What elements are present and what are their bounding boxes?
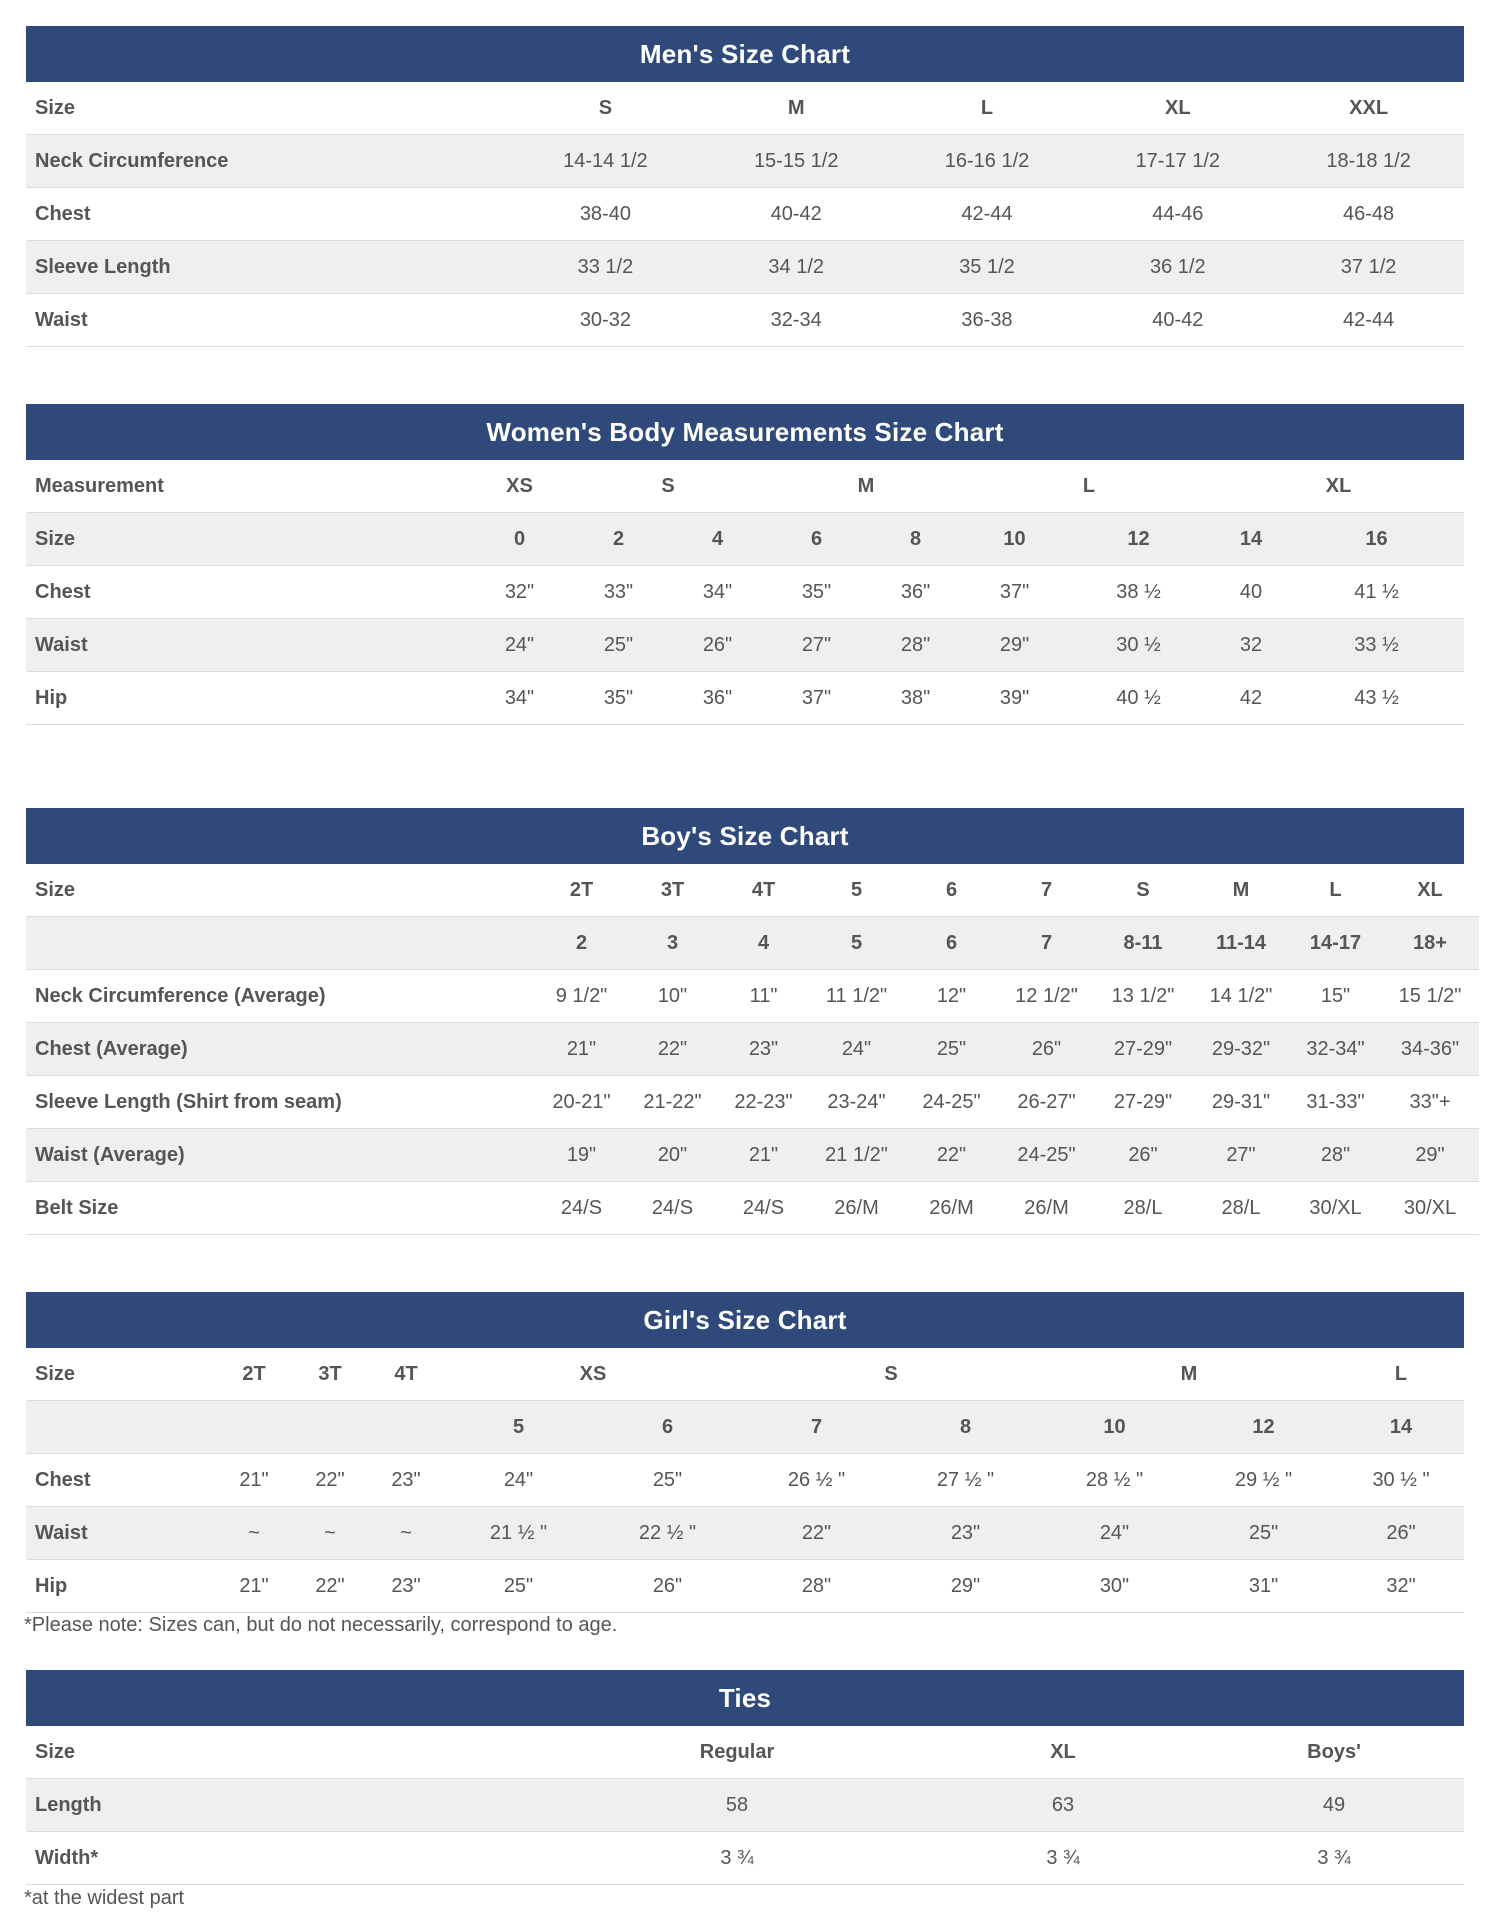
table-cell: 23" (368, 1454, 444, 1507)
column-header: XL (1082, 82, 1273, 135)
table-cell: 26" (999, 1023, 1094, 1076)
row-label: Chest (26, 188, 510, 241)
row-label: Width* (26, 1832, 552, 1885)
column-header: 8 (891, 1401, 1040, 1454)
girls-chart-title: Girl's Size Chart (26, 1292, 1464, 1348)
table-cell: 30/XL (1381, 1182, 1479, 1235)
row-label (26, 1401, 444, 1454)
table-cell: 23" (368, 1560, 444, 1613)
table-cell: 36-38 (892, 294, 1083, 347)
table-cell: 29" (1381, 1129, 1479, 1182)
table-row (26, 1023, 1479, 1076)
table-cell: 33" (569, 566, 668, 619)
row-label: Size (26, 513, 470, 566)
table-cell: 0 (470, 513, 569, 566)
table-cell: 12" (904, 970, 999, 1023)
table-cell: 35 1/2 (892, 241, 1083, 294)
ties-chart-title: Ties (26, 1670, 1464, 1726)
table-cell: 40-42 (1082, 294, 1273, 347)
column-header: 7 (742, 1401, 891, 1454)
table-cell: 30-32 (510, 294, 701, 347)
table-cell: 29-31" (1192, 1076, 1290, 1129)
table-cell: 20-21" (536, 1076, 627, 1129)
table-cell: 24" (470, 619, 569, 672)
row-label: Waist (Average) (26, 1129, 536, 1182)
column-header: S (510, 82, 701, 135)
table-cell: 33 ½ (1289, 619, 1464, 672)
row-label: Chest (26, 1454, 216, 1507)
table-row (26, 241, 1464, 294)
table-cell: 26" (1338, 1507, 1464, 1560)
table-cell: 21" (216, 1560, 292, 1613)
table-cell: 28 ½ " (1040, 1454, 1189, 1507)
column-header: 6 (593, 1401, 742, 1454)
header-row (26, 864, 1479, 917)
table-cell: 29" (965, 619, 1064, 672)
row-label: Hip (26, 1560, 216, 1613)
table-row (26, 970, 1479, 1023)
table-cell: 35" (767, 566, 866, 619)
header-row (26, 82, 1464, 135)
table-cell: 2 (536, 917, 627, 970)
table-cell: 13 1/2" (1094, 970, 1192, 1023)
girls-size-chart (26, 1292, 1464, 1613)
womens-size-chart (26, 404, 1464, 725)
size-group-header: XL (1213, 460, 1464, 513)
table-cell: 14-14 1/2 (510, 135, 701, 188)
size-group-header: S (569, 460, 767, 513)
table-cell: 14 1/2" (1192, 970, 1290, 1023)
table-cell: 18-18 1/2 (1273, 135, 1464, 188)
size-group-header: L (965, 460, 1213, 513)
table-cell: 11" (718, 970, 809, 1023)
table-cell: 23-24" (809, 1076, 904, 1129)
table-cell: 34" (668, 566, 767, 619)
table-cell: 32" (1338, 1560, 1464, 1613)
column-header: 5 (809, 864, 904, 917)
ties-width-note: *at the widest part (24, 1887, 185, 1909)
table-cell: 30 ½ (1064, 619, 1213, 672)
table-row (26, 1779, 1464, 1832)
table-cell: 24" (1040, 1507, 1189, 1560)
row-label: Neck Circumference (Average) (26, 970, 536, 1023)
table-cell: 7 (999, 917, 1094, 970)
group-header-row (26, 1348, 1464, 1401)
table-cell: 27" (1192, 1129, 1290, 1182)
table-cell: 44-46 (1082, 188, 1273, 241)
table-cell: 49 (1204, 1779, 1464, 1832)
table-cell: 27" (767, 619, 866, 672)
table-cell: 22" (292, 1454, 368, 1507)
size-group-header: XS (444, 1348, 742, 1401)
column-header: 3T (627, 864, 718, 917)
row-label: Measurement (26, 460, 470, 513)
table-cell: 26/M (904, 1182, 999, 1235)
column-header: 12 (1189, 1401, 1338, 1454)
table-cell: 24" (444, 1454, 593, 1507)
table-cell: 22" (904, 1129, 999, 1182)
table-cell: 42 (1213, 672, 1289, 725)
table-cell: 27-29" (1094, 1076, 1192, 1129)
table-cell: 14 (1213, 513, 1289, 566)
table-cell: 4 (718, 917, 809, 970)
row-label: Waist (26, 619, 470, 672)
table-row (26, 1454, 1464, 1507)
table-row (26, 188, 1464, 241)
table-cell: 15" (1290, 970, 1381, 1023)
table-cell: 26-27" (999, 1076, 1094, 1129)
table-cell: 22 ½ " (593, 1507, 742, 1560)
column-header: L (1290, 864, 1381, 917)
table-cell: 3 (627, 917, 718, 970)
table-cell: 3 ¾ (552, 1832, 922, 1885)
row-label: Belt Size (26, 1182, 536, 1235)
table-cell: 21" (536, 1023, 627, 1076)
group-header-row (26, 460, 1464, 513)
table-cell: 25" (569, 619, 668, 672)
row-label: Size (26, 1348, 216, 1401)
table-cell: 34 1/2 (701, 241, 892, 294)
table-cell: 21 1/2" (809, 1129, 904, 1182)
table-row (26, 1129, 1479, 1182)
table-cell: 20" (627, 1129, 718, 1182)
mens-table (26, 82, 1464, 347)
table-row (26, 1560, 1464, 1613)
table-cell: 33 1/2 (510, 241, 701, 294)
row-label: Size (26, 82, 510, 135)
table-cell: 22" (292, 1560, 368, 1613)
table-cell: 3 ¾ (922, 1832, 1204, 1885)
table-cell: 28/L (1192, 1182, 1290, 1235)
table-cell: 40 ½ (1064, 672, 1213, 725)
column-header: 10 (1040, 1401, 1189, 1454)
table-cell: 3 ¾ (1204, 1832, 1464, 1885)
table-cell: 36" (866, 566, 965, 619)
table-cell: 24/S (718, 1182, 809, 1235)
row-label: Size (26, 1726, 552, 1779)
column-header: XL (1381, 864, 1479, 917)
table-cell: 10" (627, 970, 718, 1023)
table-cell: 42-44 (1273, 294, 1464, 347)
column-header: Regular (552, 1726, 922, 1779)
table-cell: 35" (569, 672, 668, 725)
column-header: M (701, 82, 892, 135)
table-cell: 32-34 (701, 294, 892, 347)
boys-size-chart (26, 808, 1464, 1235)
column-header: L (892, 82, 1083, 135)
womens-chart-title: Women's Body Measurements Size Chart (26, 404, 1464, 460)
table-cell: 18+ (1381, 917, 1479, 970)
table-cell: 43 ½ (1289, 672, 1464, 725)
ties-size-chart (26, 1670, 1464, 1885)
table-cell: 22" (742, 1507, 891, 1560)
table-cell: 58 (552, 1779, 922, 1832)
table-cell: 6 (767, 513, 866, 566)
table-row (26, 917, 1479, 970)
boys-table (26, 864, 1479, 1235)
table-cell: 28" (1290, 1129, 1381, 1182)
table-cell: 34" (470, 672, 569, 725)
table-cell: 40-42 (701, 188, 892, 241)
table-cell: 25" (444, 1560, 593, 1613)
table-cell: 38" (866, 672, 965, 725)
table-cell: 24" (809, 1023, 904, 1076)
table-cell: 22" (627, 1023, 718, 1076)
column-header: S (1094, 864, 1192, 917)
size-group-header: M (767, 460, 965, 513)
size-group-header: XS (470, 460, 569, 513)
table-row (26, 513, 1464, 566)
column-header: 4T (368, 1348, 444, 1401)
table-cell: 8 (866, 513, 965, 566)
table-cell: 25" (1189, 1507, 1338, 1560)
girls-size-note: *Please note: Sizes can, but do not necessarily, correspond to age. (24, 1614, 618, 1636)
table-cell: 37 1/2 (1273, 241, 1464, 294)
row-label: Hip (26, 672, 470, 725)
row-label: Waist (26, 1507, 216, 1560)
table-cell: 31" (1189, 1560, 1338, 1613)
table-cell: 12 (1064, 513, 1213, 566)
table-row (26, 566, 1464, 619)
column-header: 7 (999, 864, 1094, 917)
table-cell: 30" (1040, 1560, 1189, 1613)
table-cell: 29-32" (1192, 1023, 1290, 1076)
table-cell: 34-36" (1381, 1023, 1479, 1076)
table-cell: 46-48 (1273, 188, 1464, 241)
ties-table (26, 1726, 1464, 1885)
table-cell: 16-16 1/2 (892, 135, 1083, 188)
table-cell: 21-22" (627, 1076, 718, 1129)
table-cell: 26/M (999, 1182, 1094, 1235)
girls-table (26, 1348, 1464, 1613)
table-cell: 27-29" (1094, 1023, 1192, 1076)
table-cell: 26 ½ " (742, 1454, 891, 1507)
table-cell: 11-14 (1192, 917, 1290, 970)
table-cell: 29 ½ " (1189, 1454, 1338, 1507)
table-cell: 23" (718, 1023, 809, 1076)
table-cell: 9 1/2" (536, 970, 627, 1023)
table-cell: 63 (922, 1779, 1204, 1832)
table-cell: 31-33" (1290, 1076, 1381, 1129)
table-cell: 30/XL (1290, 1182, 1381, 1235)
table-cell: 2 (569, 513, 668, 566)
table-cell: 42-44 (892, 188, 1083, 241)
column-header: 2T (216, 1348, 292, 1401)
row-label: Chest (26, 566, 470, 619)
column-header: 2T (536, 864, 627, 917)
row-label: Waist (26, 294, 510, 347)
table-cell: 25" (593, 1454, 742, 1507)
table-row (26, 672, 1464, 725)
row-label: Chest (Average) (26, 1023, 536, 1076)
boys-chart-title: Boy's Size Chart (26, 808, 1464, 864)
table-cell: 22-23" (718, 1076, 809, 1129)
column-header: 6 (904, 864, 999, 917)
table-cell: 33"+ (1381, 1076, 1479, 1129)
table-cell: 29" (891, 1560, 1040, 1613)
table-row (26, 135, 1464, 188)
table-cell: ~ (368, 1507, 444, 1560)
row-label: Size (26, 864, 536, 917)
row-label (26, 917, 536, 970)
column-header: 3T (292, 1348, 368, 1401)
table-cell: 6 (904, 917, 999, 970)
table-cell: 26" (668, 619, 767, 672)
row-label: Length (26, 1779, 552, 1832)
table-cell: 10 (965, 513, 1064, 566)
table-cell: 23" (891, 1507, 1040, 1560)
table-cell: 32 (1213, 619, 1289, 672)
row-label: Sleeve Length (Shirt from seam) (26, 1076, 536, 1129)
row-label: Neck Circumference (26, 135, 510, 188)
table-cell: 26" (593, 1560, 742, 1613)
table-cell: 24-25" (904, 1076, 999, 1129)
row-label: Sleeve Length (26, 241, 510, 294)
column-header: XXL (1273, 82, 1464, 135)
table-cell: 21" (216, 1454, 292, 1507)
column-header: 14 (1338, 1401, 1464, 1454)
column-header: 5 (444, 1401, 593, 1454)
table-cell: 30 ½ " (1338, 1454, 1464, 1507)
table-row (26, 294, 1464, 347)
table-cell: 4 (668, 513, 767, 566)
table-cell: 38-40 (510, 188, 701, 241)
size-group-header: L (1338, 1348, 1464, 1401)
table-cell: 39" (965, 672, 1064, 725)
column-header: XL (922, 1726, 1204, 1779)
table-cell: 5 (809, 917, 904, 970)
table-row (26, 1182, 1479, 1235)
table-cell: 16 (1289, 513, 1464, 566)
column-header: Boys' (1204, 1726, 1464, 1779)
table-cell: 21 ½ " (444, 1507, 593, 1560)
table-cell: 15-15 1/2 (701, 135, 892, 188)
table-cell: 17-17 1/2 (1082, 135, 1273, 188)
table-cell: ~ (292, 1507, 368, 1560)
table-row (26, 1507, 1464, 1560)
table-cell: 36 1/2 (1082, 241, 1273, 294)
table-cell: ~ (216, 1507, 292, 1560)
table-cell: 26/M (809, 1182, 904, 1235)
table-cell: 38 ½ (1064, 566, 1213, 619)
table-cell: 32-34" (1290, 1023, 1381, 1076)
table-cell: 26" (1094, 1129, 1192, 1182)
table-cell: 15 1/2" (1381, 970, 1479, 1023)
table-cell: 40 (1213, 566, 1289, 619)
table-cell: 12 1/2" (999, 970, 1094, 1023)
column-header: M (1192, 864, 1290, 917)
table-cell: 19" (536, 1129, 627, 1182)
table-cell: 28/L (1094, 1182, 1192, 1235)
mens-size-chart (26, 26, 1464, 347)
table-row (26, 619, 1464, 672)
table-cell: 14-17 (1290, 917, 1381, 970)
table-cell: 25" (904, 1023, 999, 1076)
mens-chart-title: Men's Size Chart (26, 26, 1464, 82)
table-row (26, 1832, 1464, 1885)
table-cell: 37" (767, 672, 866, 725)
table-cell: 32" (470, 566, 569, 619)
table-cell: 37" (965, 566, 1064, 619)
table-cell: 24-25" (999, 1129, 1094, 1182)
table-cell: 36" (668, 672, 767, 725)
table-cell: 28" (866, 619, 965, 672)
header-row (26, 1726, 1464, 1779)
size-group-header: M (1040, 1348, 1338, 1401)
table-cell: 24/S (627, 1182, 718, 1235)
table-cell: 27 ½ " (891, 1454, 1040, 1507)
column-header: 4T (718, 864, 809, 917)
size-number-row (26, 1401, 1464, 1454)
table-cell: 21" (718, 1129, 809, 1182)
size-group-header: S (742, 1348, 1040, 1401)
table-row (26, 1076, 1479, 1129)
table-cell: 24/S (536, 1182, 627, 1235)
table-cell: 41 ½ (1289, 566, 1464, 619)
womens-table (26, 460, 1464, 725)
table-cell: 28" (742, 1560, 891, 1613)
table-cell: 11 1/2" (809, 970, 904, 1023)
table-cell: 8-11 (1094, 917, 1192, 970)
